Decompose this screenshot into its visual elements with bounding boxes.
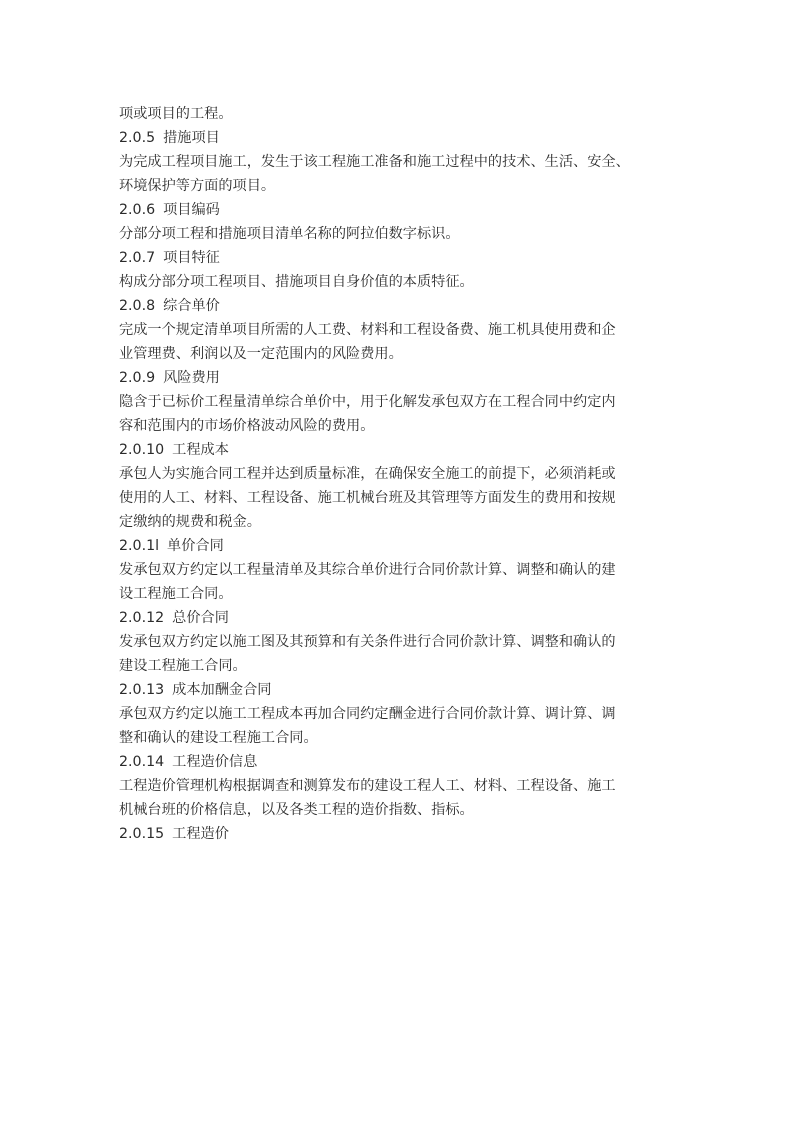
section-title: 成本加酬金合同 xyxy=(172,682,272,698)
section-number: 2.0.9 xyxy=(119,370,156,386)
section-title: 措施项目 xyxy=(163,130,220,146)
section-text-line: 整和确认的建设工程施工合同。 xyxy=(119,730,318,746)
section-number: 2.0.8 xyxy=(119,298,156,314)
section-number: 2.0.12 xyxy=(119,610,165,626)
section-heading xyxy=(119,366,681,390)
section-text-line: 发承包双方约定以工程量清单及其综合单价进行合同价款计算、调整和确认的建 xyxy=(119,562,616,578)
section-text-line: 工程造价管理机构根据调查和测算发布的建设工程人工、材料、工程设备、施工 xyxy=(119,778,616,794)
section-number: 2.0.10 xyxy=(119,442,165,458)
section-text-line: 业管理费、利润以及一定范围内的风险费用。 xyxy=(119,346,403,362)
section-text-line: 承包双方约定以施工工程成本再加合同约定酬金进行合同价款计算、调计算、调 xyxy=(119,706,616,722)
section-text-line: 建设工程施工合同。 xyxy=(119,658,247,674)
section-text-line: 为完成工程项目施工，发生于该工程施工准备和施工过程中的技术、生活、安全、 xyxy=(119,154,630,170)
section-title: 项目特征 xyxy=(163,250,220,266)
section-text-line: 容和范围内的市场价格波动风险的费用。 xyxy=(119,418,375,434)
section-text-line: 发承包双方约定以施工图及其预算和有关条件进行合同价款计算、调整和确认的 xyxy=(119,634,616,650)
section-title: 综合单价 xyxy=(163,298,220,314)
section-number: 2.0.6 xyxy=(119,202,156,218)
section-text-line: 定缴纳的规费和税金。 xyxy=(119,514,261,530)
section-text-line: 完成一个规定清单项目所需的人工费、材料和工程设备费、施工机具使用费和企 xyxy=(119,322,616,338)
section-text-line: 设工程施工合同。 xyxy=(119,586,233,602)
section-number: 2.0.5 xyxy=(119,130,156,146)
section-heading xyxy=(119,246,681,270)
section-heading xyxy=(119,294,681,318)
section-heading xyxy=(119,750,681,774)
section-heading xyxy=(119,606,681,630)
section-heading xyxy=(119,678,681,702)
section-number: 2.0.1l xyxy=(119,538,160,554)
lead-line: 项或项目的工程。 xyxy=(119,106,233,122)
section-heading xyxy=(119,126,681,150)
section-heading xyxy=(119,822,681,846)
section-title: 总价合同 xyxy=(172,610,229,626)
section-heading xyxy=(119,198,681,222)
section-text-line: 分部分项工程和措施项目清单名称的阿拉伯数字标识。 xyxy=(119,226,460,242)
section-text-line: 使用的人工、材料、工程设备、施工机械台班及其管理等方面发生的费用和按规 xyxy=(119,490,616,506)
section-text-line: 机械台班的价格信息，以及各类工程的造价指数、指标。 xyxy=(119,802,474,818)
section-title: 风险费用 xyxy=(163,370,220,386)
section-number: 2.0.14 xyxy=(119,754,165,770)
section-title: 项目编码 xyxy=(163,202,220,218)
section-title: 工程造价信息 xyxy=(172,754,258,770)
section-number: 2.0.13 xyxy=(119,682,165,698)
section-heading xyxy=(119,534,681,558)
section-text-line: 构成分部分项工程项目、措施项目自身价值的本质特征。 xyxy=(119,274,474,290)
section-heading xyxy=(119,438,681,462)
document-body xyxy=(119,102,681,846)
section-title: 工程造价 xyxy=(172,826,229,842)
section-number: 2.0.15 xyxy=(119,826,165,842)
section-title: 工程成本 xyxy=(172,442,229,458)
section-number: 2.0.7 xyxy=(119,250,156,266)
section-text-line: 承包人为实施合同工程并达到质量标准，在确保安全施工的前提下，必须消耗或 xyxy=(119,466,616,482)
section-text-line: 环境保护等方面的项目。 xyxy=(119,178,276,194)
section-title: 单价合同 xyxy=(167,538,224,554)
section-text-line: 隐含于已标价工程量清单综合单价中，用于化解发承包双方在工程合同中约定内 xyxy=(119,394,616,410)
